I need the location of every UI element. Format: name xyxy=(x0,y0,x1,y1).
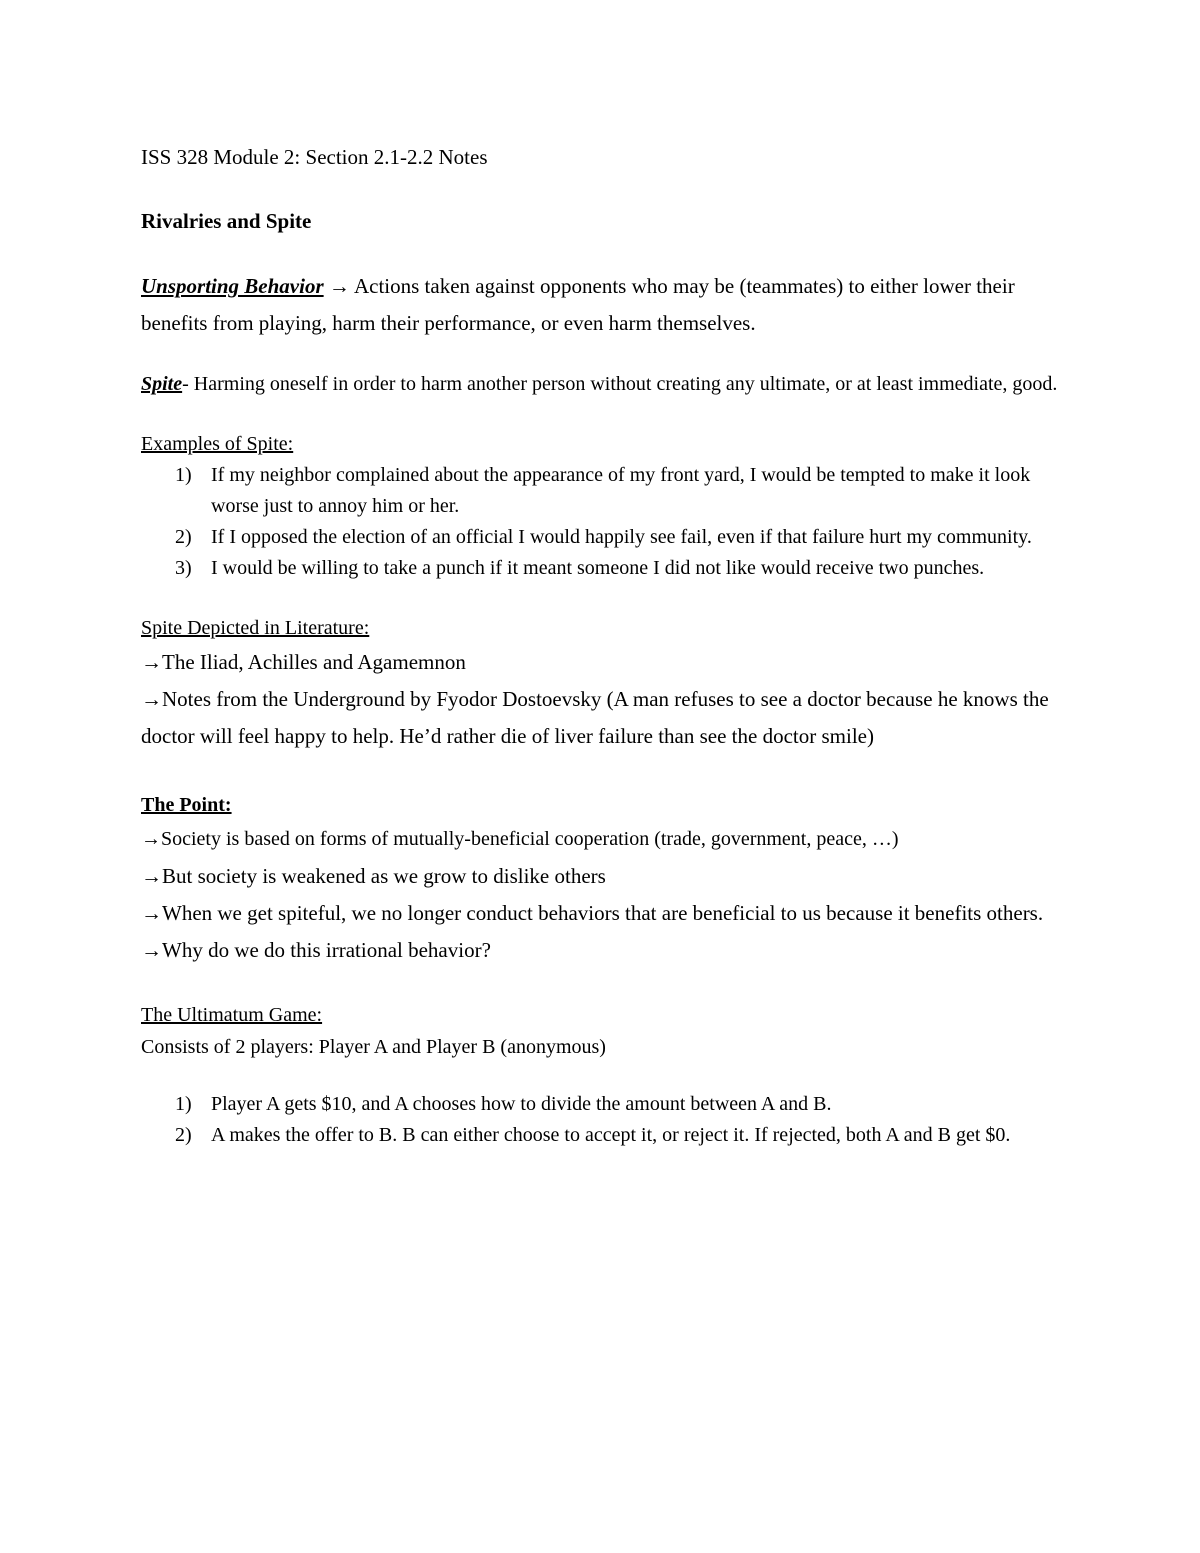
list-number: 3) xyxy=(175,557,192,579)
ultimatum-heading: The Ultimatum Game: xyxy=(141,1004,323,1026)
list-text: Player A gets $10, and A chooses how to divide the amount between A and B. xyxy=(211,1093,832,1115)
list-text: I would be willing to take a punch if it meant someone I did not like would receive two punches. xyxy=(211,557,985,579)
list-text: If my neighbor complained about the appearance of my front yard, I would be tempted to make it look worse just to annoy him or her. xyxy=(211,464,1031,517)
spite-definition xyxy=(141,368,1061,400)
literature-item: →The Iliad, Achilles and Agamemnon xyxy=(141,650,466,674)
list-item xyxy=(141,1089,1061,1120)
list-item xyxy=(141,553,1061,584)
list-number: 1) xyxy=(175,464,192,486)
section-heading: Rivalries and Spite xyxy=(141,209,312,233)
examples-list xyxy=(141,460,1061,584)
unsporting-behavior-term: Unsporting Behavior xyxy=(141,274,324,298)
list-number: 2) xyxy=(175,1124,192,1146)
list-item xyxy=(141,1120,1061,1151)
point-item: →When we get spiteful, we no longer conduct behaviors that are beneficial to us because it benefits others. xyxy=(141,901,1044,925)
document-body xyxy=(141,138,1061,1151)
examples-heading: Examples of Spite: xyxy=(141,433,294,455)
unsporting-behavior-definition xyxy=(141,268,1061,342)
point-heading: The Point: xyxy=(141,794,232,816)
ultimatum-intro: Consists of 2 players: Player A and Player B (anonymous) xyxy=(141,1036,606,1058)
list-text: If I opposed the election of an official I would happily see fail, even if that failure hurt my community. xyxy=(211,526,1032,548)
unsporting-behavior-text: → Actions taken against opponents who may be (teammates) to either lower their benefits from playing, harm their performance, or even harm themselves. xyxy=(141,274,1015,335)
point-item: →But society is weakened as we grow to dislike others xyxy=(141,864,606,888)
spite-term: Spite xyxy=(141,373,183,395)
literature-heading: Spite Depicted in Literature: xyxy=(141,617,370,639)
literature-item: →Notes from the Underground by Fyodor Dostoevsky (A man refuses to see a doctor because he knows the doctor will feel happy to help. He’d rather die of liver failure than see the doctor smile) xyxy=(141,687,1049,748)
point-item: →Society is based on forms of mutually-beneficial cooperation (trade, government, peace, …) xyxy=(141,828,899,850)
list-number: 2) xyxy=(175,526,192,548)
ultimatum-list xyxy=(141,1089,1061,1151)
list-item xyxy=(141,522,1061,553)
list-text: A makes the offer to B. B can either choose to accept it, or reject it. If rejected, both A and B get $0. xyxy=(211,1124,1011,1146)
spite-text: - Harming oneself in order to harm another person without creating any ultimate, or at least immediate, good. xyxy=(182,373,1058,395)
list-number: 1) xyxy=(175,1093,192,1115)
list-item xyxy=(141,460,1061,522)
point-item: →Why do we do this irrational behavior? xyxy=(141,938,491,962)
document-title: ISS 328 Module 2: Section 2.1-2.2 Notes xyxy=(141,145,488,169)
